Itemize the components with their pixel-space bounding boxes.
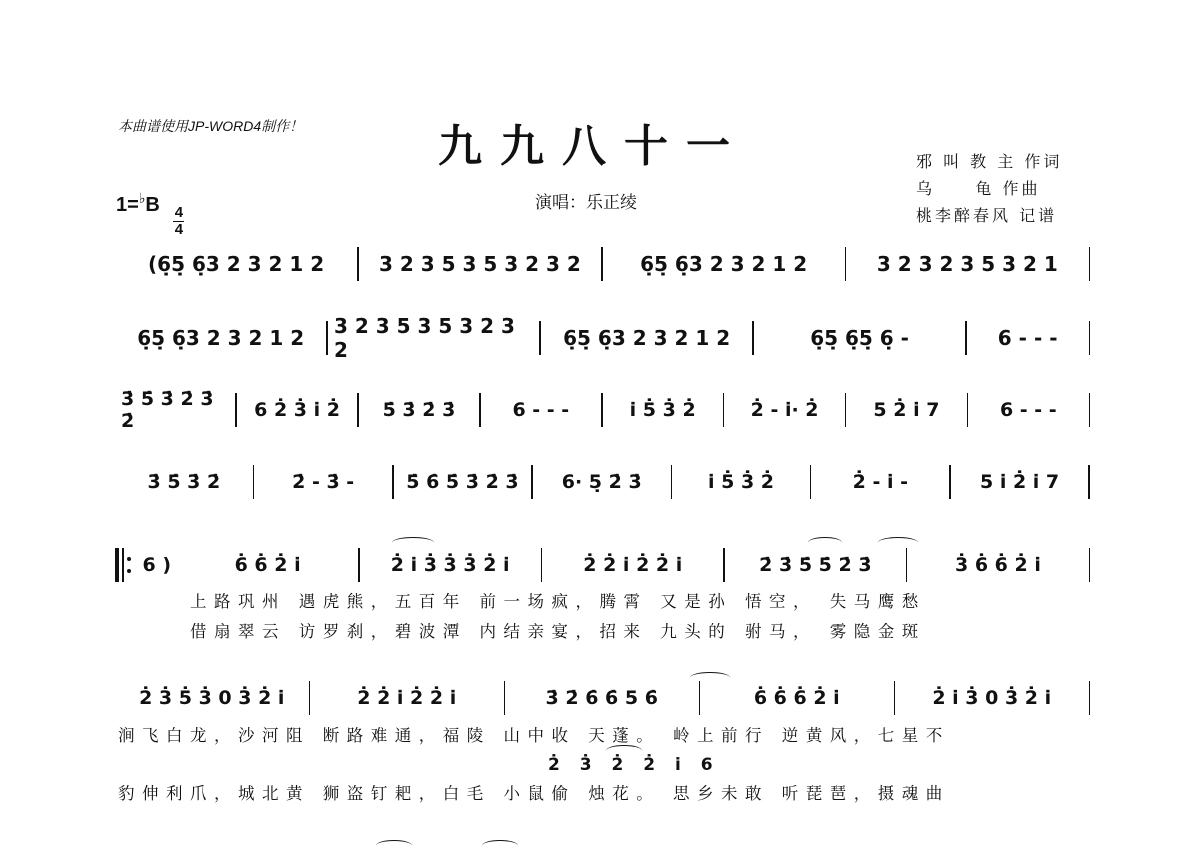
thick-barline	[115, 548, 119, 582]
repeat-start-sign	[115, 548, 131, 582]
barline	[1089, 247, 1091, 281]
thin-barline	[122, 548, 124, 582]
measure: 6̣5̣ 6̣3 2 3 2 1 2	[563, 326, 731, 350]
score-row-5	[115, 545, 1090, 585]
measure: 3 2 3 5 3 5 3 2 3 2	[378, 252, 581, 276]
lyric-verse1-line2: 涧飞白龙，沙河阻 断路难通，福陵 山中收 天蓬。 岭上前行 逆黄风，七星不	[118, 726, 950, 745]
lyric-verse1-line1: 上路巩州 遇虎熊，五百年 前一场疯，腾霄 又是孙 悟空， 失马鹰愁	[190, 592, 926, 611]
measure: 2̇ 2̇ i̇ 2̇ 2̇ i̇	[583, 554, 683, 576]
score-row-2	[115, 314, 1090, 362]
measure: 3̇ 6̇ 6̇ 2̇ i̇	[955, 554, 1041, 576]
measure: 6 - - -	[999, 399, 1057, 421]
lyric-verse2-line2: 豹伸利爪，城北黄 狮盗钉耙，白毛 小鼠偷 烛花。 思乡未敢 听琵琶，摄魂曲	[118, 784, 950, 803]
song-title: 九九八十一	[438, 121, 748, 172]
measure: 6 - - -	[997, 326, 1058, 350]
measure: 6̣5̣ 6̣3 2 3 2 1 2	[640, 252, 808, 276]
barline	[1089, 681, 1091, 715]
measure: 5̇ 3̇ 2̇ 3̇	[382, 399, 456, 421]
measure: i̇ 5̇ 3̇ 2̇	[708, 471, 775, 493]
measure: 5 i̇ 2̇ i̇ 7	[980, 471, 1060, 493]
score-row-1	[115, 244, 1090, 284]
slur-mark	[376, 840, 412, 851]
lyric-verse2-line1: 借扇翠云 访罗刹，碧波潭 内结亲宴，招来 九头的 驸马， 雾隐金斑	[190, 622, 926, 641]
measure: 3̇ 5̇ 3̇ 2̇ 3̇ 2̇	[121, 388, 214, 432]
barline	[1088, 465, 1090, 499]
slur-mark	[606, 745, 642, 756]
measure: 2̇ - i̇ -	[852, 471, 908, 493]
score-row-4	[115, 462, 1090, 502]
measure: 6̇ 6̇ 6̇ 2̇ i̇	[753, 687, 840, 709]
measure: 3 2 3 5 3 5 3 2 3 2	[333, 314, 515, 362]
key-signature	[116, 190, 184, 237]
author-credits	[916, 148, 1062, 229]
measure: 6̇ 6̇ 2̇ i̇	[234, 554, 301, 576]
meter-bottom: 4	[174, 221, 184, 238]
measure: 5 2̇ i̇ 7	[873, 399, 940, 421]
slur-mark	[878, 537, 918, 548]
barline	[1089, 548, 1091, 582]
measure: 2̇ i̇ 3̇ 0 3̇ 2̇ i̇	[932, 687, 1052, 709]
score-row-6	[115, 678, 1090, 718]
composer-credit: 乌 龟 作曲	[916, 179, 1041, 198]
measure: 5̇ 6̇ 5̇ 3̇ 2̇ 3̇	[406, 471, 519, 493]
singer-credit: 演唱：乐正绫	[535, 193, 637, 213]
meter-top: 4	[174, 204, 184, 221]
measure: i̇ 5̇ 3̇ 2̇	[629, 399, 696, 421]
score-row-3	[115, 390, 1090, 430]
measure: (6̣5̣ 6̣3 2 3 2 1 2	[148, 252, 325, 276]
software-credit-note: 本曲谱使用JP-WORD4制作！	[118, 118, 304, 134]
flat-sign: ♭	[138, 190, 146, 206]
measure: 2̇ 3̇ 5̇ 5̇ 2̇ 3̇	[759, 554, 872, 576]
measure: 2̇ 2̇ i̇ 2̇ 2̇ i̇	[357, 687, 457, 709]
measure: 6· 5̣ 2̇ 3̇	[561, 471, 642, 493]
measure: 2̇ - i̇· 2̇	[750, 399, 819, 421]
time-signature	[173, 206, 184, 237]
measure: 2̇ - 3̇ -	[292, 471, 355, 493]
measure: 6̣5̣ 6̣3 2 3 2 1 2	[137, 326, 305, 350]
transcriber-credit: 桃李醉春风 记谱	[916, 206, 1058, 225]
lyricist-credit: 邪 叫 教 主 作词	[916, 152, 1063, 171]
intro-end-note: 6 )	[142, 554, 172, 576]
slur-mark	[808, 537, 842, 548]
measure: 6 2̇ 3̇ i̇ 2̇	[254, 399, 340, 421]
measure: 3 2 3 2 3 5 3 2 1	[876, 252, 1058, 276]
verse2-variant-notes: 2̇ 3̇ 2̇ 2̇ i̇ 6	[548, 755, 720, 775]
slur-mark	[392, 537, 434, 548]
measure: 6 - - -	[512, 399, 570, 421]
measure: 3̇ 2̇ 6̇ 6̇ 5 6̇	[545, 687, 658, 709]
measure: 6̣5̣ 6̣5̣ 6̣ -	[810, 326, 909, 350]
measure: 2̇ i̇ 3̇ 3̇ 3̇ 2̇ i̇	[390, 554, 510, 576]
slur-mark	[482, 840, 518, 851]
key-letter: B	[145, 194, 160, 216]
measure: 2̇ 3̇ 5̇ 3̇ 0 3̇ 2̇ i̇	[139, 687, 285, 709]
barline	[1089, 321, 1091, 355]
key-prefix: 1=	[116, 194, 139, 216]
measure: 3̇ 5̇ 3̇ 2̇	[147, 471, 221, 493]
barline	[1089, 393, 1091, 427]
slur-mark	[690, 672, 730, 683]
